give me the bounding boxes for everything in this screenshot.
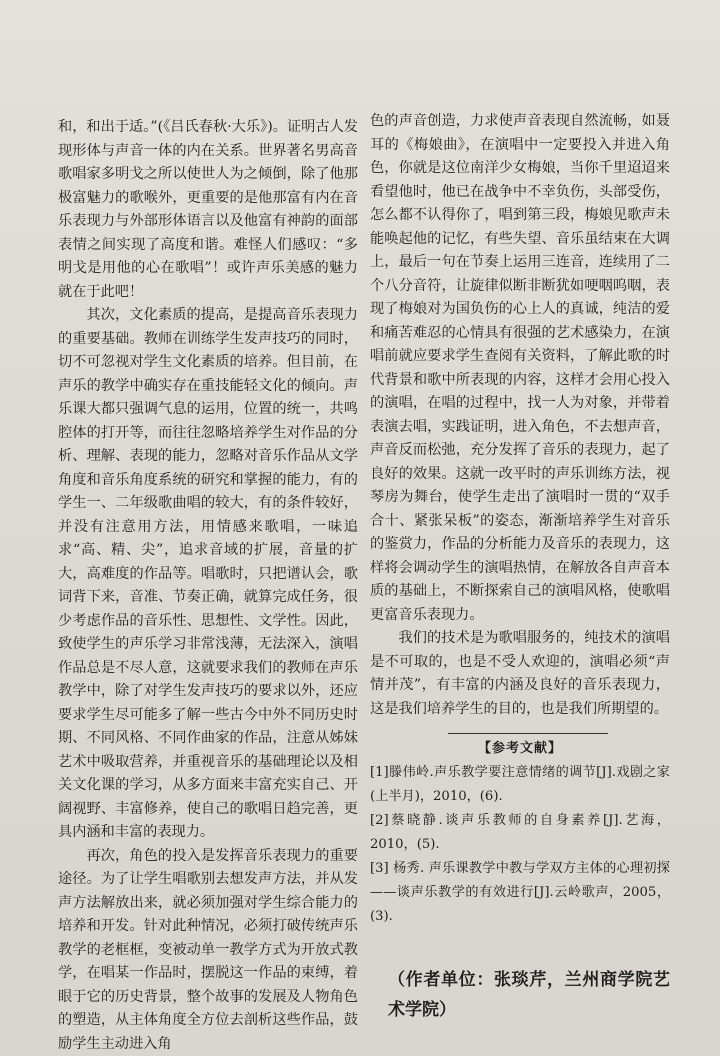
- author-unit: （作者单位：张琰芹，兰州商学院艺术学院）: [370, 965, 670, 1025]
- references-divider: [448, 733, 608, 734]
- references-list: [370, 761, 670, 929]
- paragraph-role-continued: 色的声音创造，力求使声音表现自然流畅，如聂耳的《梅娘曲》，在演唱中一定要投入并进入角色，你就是这位南洋少女梅娘，当你千里迢迢来看望他时，他已在战争中不幸负伤，头部受伤，怎么都不认得你了，唱到第三段，梅娘见歌声未能唤起他的记忆，有些失望、音乐虽结束在大调上，最后一句在节奏上运用三连音，连续用了二个八分音符，让旋律似断非断犹如哽咽呜咽，表现了梅娘对为国负伤的心上人的真诚，纯洁的爱和痛苦难忍的心情具有很强的艺术感染力，在演唱前就应要求学生查阅有关资料，了解此歌的时代背景和歌中所表现的内容，这样才会用心投入的演唱，在唱的过程中，找一人为对象，并带着表演去唱，实践证明，进入角色，不去想声音，声音反而松弛，充分发挥了音乐的表现力，起了良好的效果。这就一改平时的声乐训练方法，视琴房为舞台，使学生走出了演唱时一贯的“双手合十、紧张呆板”的姿态，渐渐培养学生对音乐的鉴赏力，作品的分析能力及音乐的表现力，这样将会调动学生的演唱热情，在解放各自声音本质的基础上，不断探索自己的演唱风格，使歌唱更富音乐表现力。: [370, 110, 670, 627]
- reference-item: [3] 杨秀. 声乐课教学中教与学双方主体的心理初探——谈声乐教学的有效进行[J].云岭歌声，2005，(3).: [370, 857, 670, 929]
- paragraph-role-investment: 再次，角色的投入是发挥音乐表现力的重要途径。为了让学生唱歌别去想发声方法，并从发声方法解放出来，就必须加强对学生综合能力的培养和开发。针对此种情况，必须打破传统声乐教学的老框框，变被动单一教学方式为开放式教学，在唱某一作品时，摆脱这一作品的束缚，着眼于它的历史背景，整个故事的发展及人物角色的塑造，从主体角度全方位去剖析这些作品，鼓励学生主动进入角: [58, 845, 358, 1056]
- references-header: [370, 729, 670, 753]
- reference-item: [1]滕伟岭.声乐教学要注意情绪的调节[J].戏剧之家(上半月)，2010，(6).: [370, 761, 670, 809]
- paragraph-conclusion: 我们的技术是为歌唱服务的，纯技术的演唱是不可取的，也是不受人欢迎的，演唱必须“声情并茂”，有丰富的内涵及良好的音乐表现力，这是我们培养学生的目的，也是我们所期望的。: [370, 627, 670, 721]
- paragraph-intro-continued: 和，和出于适。”(《吕氏春秋·大乐》)。证明古人发现形体与声音一体的内在关系。世界著名男高音歌唱家多明戈之所以使世人为之倾倒，除了他那极富魅力的歌喉外，更重要的是他那富有内在音乐表现力与外部形体语言以及他富有神韵的面部表情之间实现了高度和谐。难怪人们感叹：“多明戈是用他的心在歌唱”！或许声乐美感的魅力就在于此吧！: [58, 116, 358, 304]
- right-column: [370, 110, 670, 1025]
- references-title: 【参考文献】: [370, 737, 670, 761]
- reference-item: [2]蔡晓静.谈声乐教师的自身素养[J].艺海，2010，(5).: [370, 809, 670, 857]
- paragraph-cultural-quality: 其次，文化素质的提高，是提高音乐表现力的重要基础。教师在训练学生发声技巧的同时，切不可忽视对学生文化素质的培养。但目前，在声乐的教学中确实存在重技能轻文化的倾向。声乐课大都只强调气息的运用，位置的统一，共鸣腔体的打开等，而往往忽略培养学生对作品的分析、理解、表现的能力，忽略对音乐作品从文学角度和音乐角度系统的研究和掌握的能力，有的学生一、二年级歌曲唱的较大，有的条件较好，并没有注意用方法，用情感来歌唱，一味追求“高、精、尖”，追求音域的扩展，音量的扩大，高难度的作品等。唱歌时，只把谱认会，歌词背下来，音准、节奏正确，就算完成任务，很少考虑作品的音乐性、思想性、文学性。因此，致使学生的声乐学习非常浅薄，无法深入，演唱作品总是不尽人意，这就要求我们的教师在声乐教学中，除了对学生发声技巧的要求以外，还应要求学生尽可能多了解一些古今中外不同历史时期、不同风格、不同作曲家的作品，注意从姊妹艺术中吸取营养，并重视音乐的基础理论以及相关文化课的学习，从多方面来丰富充实自己、开阔视野、丰富修养，使自己的歌唱日趋完善，更具内涵和丰富的表现力。: [58, 304, 358, 845]
- left-column: [58, 116, 358, 1056]
